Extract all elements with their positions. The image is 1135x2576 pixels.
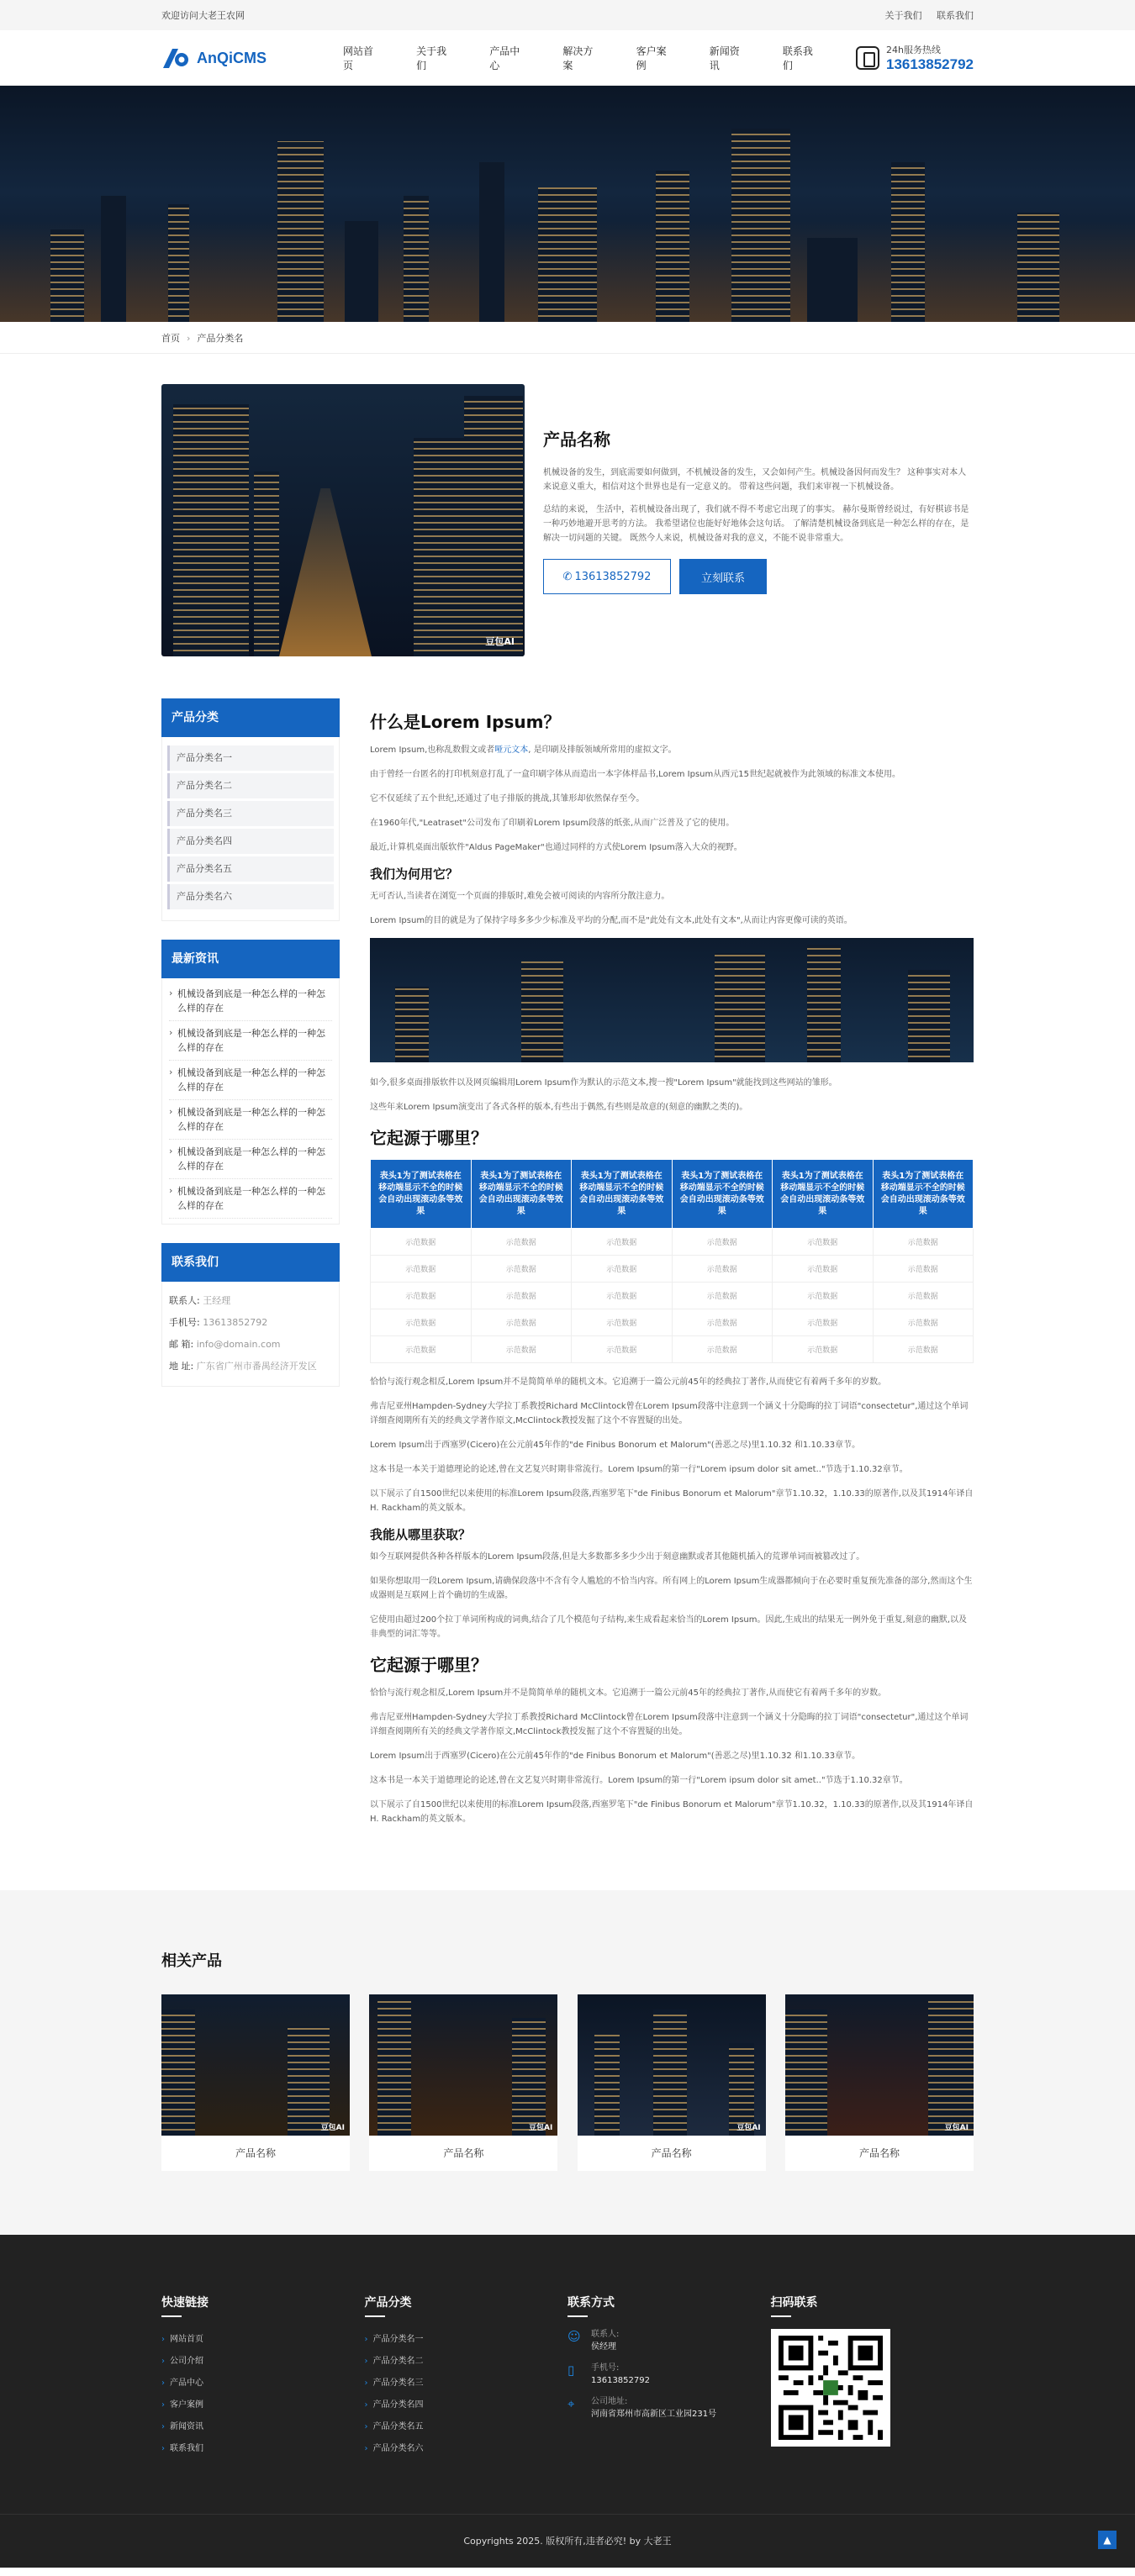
image-badge: 豆包AI <box>736 2124 761 2132</box>
article-paragraph: 以下展示了自1500世纪以来使用的标准Lorem Ipsum段落,西塞罗笔下"de Finibus Bonorum et Malorum"章节1.10.32，1.10.33的原著作,以及其1914年译自H. Rackham的英文版本。 <box>370 1489 974 1513</box>
site-logo[interactable] <box>161 46 343 70</box>
article-paragraph: 如今,很多桌面排版软件以及网页编辑用Lorem Ipsum作为默认的示范文本,搜一搜"Lorem Ipsum"就能找到这些网站的雏形。 <box>370 1078 837 1088</box>
table-row: 示范数据 示范数据 示范数据 示范数据 示范数据 示范数据 <box>371 1283 974 1309</box>
table-row: 示范数据 示范数据 示范数据 示范数据 示范数据 示范数据 <box>371 1256 974 1283</box>
article-paragraph: Lorem Ipsum,也称乱数假文或者哑元文本, 是印刷及排版领域所常用的虚拟文字。 <box>370 745 677 755</box>
hero-banner <box>0 86 1135 322</box>
top-link-contact[interactable]: 联系我们 <box>937 10 974 21</box>
related-card[interactable] <box>578 1994 766 2171</box>
category-item[interactable]: 产品分类名一 <box>167 745 334 771</box>
banner-building <box>404 196 429 322</box>
category-item[interactable]: 产品分类名六 <box>167 884 334 909</box>
banner-building <box>538 187 597 322</box>
back-to-top-button[interactable] <box>1098 2531 1117 2549</box>
qr-code <box>771 2329 890 2447</box>
image-badge: 豆包AI <box>529 2124 553 2132</box>
welcome-text: 欢迎访问大老王农网 <box>161 10 245 21</box>
article <box>370 698 974 1836</box>
article-link[interactable]: 哑元文本 <box>494 745 529 755</box>
article-paragraph: Lorem Ipsum出于西塞罗(Cicero)在公元前45年作的"de Finibus Bonorum et Malorum"(善恶之尽)里1.10.32 和1.10.33章节。 <box>370 1441 861 1450</box>
top-link-about[interactable]: 关于我们 <box>884 10 922 21</box>
mobile-icon: ▯ <box>568 2363 575 2378</box>
article-heading: 它起源于哪里？ <box>370 1655 488 1675</box>
article-paragraph: 如今互联网提供各种各样版本的Lorem Ipsum段落,但是大多数都多多少少出于刻意幽默或者其他随机插入的荒谬单词而被篡改过了。 <box>370 1552 865 1562</box>
contact-email: 邮 箱: info@domain.com <box>169 1339 281 1350</box>
table-header: 表头1为了测试表格在移动端显示不全的时候会自动出现滚动条等效果 <box>873 1160 974 1229</box>
phone-icon <box>856 46 879 70</box>
table-header: 表头1为了测试表格在移动端显示不全的时候会自动出现滚动条等效果 <box>371 1160 472 1229</box>
contact-now-button[interactable]: 立刻联系 <box>679 559 767 594</box>
related-card[interactable] <box>369 1994 557 2171</box>
footer-link[interactable]: › 产品分类名一 <box>365 2329 568 2351</box>
table-row: 示范数据 示范数据 示范数据 示范数据 示范数据 示范数据 <box>371 1336 974 1363</box>
photo-building <box>395 987 429 1062</box>
call-button-label: 13613852792 <box>574 570 652 583</box>
image-badge: 豆包AI <box>485 636 515 647</box>
footer-link[interactable]: › 联系我们 <box>161 2438 365 2460</box>
banner-building <box>50 229 84 322</box>
hotline-number: 13613852792 <box>885 56 974 72</box>
photo-building <box>908 970 950 1062</box>
breadcrumb-current[interactable]: 产品分类名 <box>197 333 244 344</box>
footer-link[interactable]: › 产品分类名六 <box>365 2438 568 2460</box>
breadcrumb-sep: › <box>187 332 191 344</box>
banner-building <box>1017 213 1059 322</box>
news-item[interactable]: › 机械设备到底是一种怎么样的一种怎么样的存在 <box>169 1179 332 1219</box>
footer-categories <box>365 2294 568 2460</box>
product-section <box>0 354 1135 698</box>
footer-col-title: 扫码联系 <box>770 2296 818 2310</box>
article-paragraph: 恰恰与流行观念相反,Lorem Ipsum并不是简简单单的随机文本。它追溯于一篇公元前45年的经典拉丁著作,从而使它有着两千多年的岁数。 <box>370 1378 887 1387</box>
footer-link[interactable]: › 产品分类名二 <box>365 2351 568 2373</box>
breadcrumb <box>0 322 1135 354</box>
main-nav <box>343 40 856 76</box>
location-icon: ⌖ <box>568 2396 575 2411</box>
nav-products[interactable]: 产品中心 <box>489 45 520 71</box>
article-subheading: 我能从哪里获取？ <box>370 1527 472 1542</box>
breadcrumb-home[interactable]: 首页 <box>161 333 180 344</box>
contact-mobile: 手机号: 13613852792 <box>169 1317 268 1328</box>
site-header <box>0 30 1135 86</box>
article-paragraph: 在1960年代,"Leatraset"公司发布了印刷着Lorem Ipsum段落的纸张,从而广泛普及了它的使用。 <box>370 819 735 828</box>
contact-title: 联系我们 <box>161 1243 340 1282</box>
photo-building <box>715 953 765 1062</box>
nav-home[interactable]: 网站首页 <box>343 45 374 71</box>
data-table <box>370 1159 974 1363</box>
category-item[interactable]: 产品分类名五 <box>167 856 334 882</box>
table-header: 表头1为了测试表格在移动端显示不全的时候会自动出现滚动条等效果 <box>672 1160 773 1229</box>
footer-link[interactable]: › 新闻资讯 <box>161 2416 365 2438</box>
site-footer <box>0 2235 1135 2568</box>
banner-building <box>345 221 378 322</box>
article-paragraph: 它使用由超过200个拉丁单词所构成的词典,结合了几个模范句子结构,来生成看起来恰当的Lorem Ipsum。因此,生成出的结果无一例外免于重复,刻意的幽默,以及非典型的词汇等等。 <box>370 1615 968 1639</box>
banner-building <box>277 141 324 322</box>
nav-solutions[interactable]: 解决方案 <box>562 45 594 71</box>
photo-building <box>807 945 841 1062</box>
related-name: 产品名称 <box>651 2147 692 2159</box>
footer-col-title: 快速链接 <box>161 2296 209 2310</box>
article-paragraph: Lorem Ipsum的目的就是为了保持字母多多少少标准及平均的分配,而不是"此处有文本,此处有文本",从而让内容更像可读的英语。 <box>370 916 853 925</box>
banner-building <box>656 171 689 322</box>
table-header: 表头1为了测试表格在移动端显示不全的时候会自动出现滚动条等效果 <box>773 1160 874 1229</box>
footer-col-title: 联系方式 <box>568 2296 615 2310</box>
category-title: 产品分类 <box>161 698 340 737</box>
article-subheading: 我们为何用它？ <box>370 867 459 882</box>
news-title: 最新资讯 <box>161 940 340 978</box>
qr-code-icon <box>778 2336 884 2440</box>
article-paragraph: 如果你想取用一段Lorem Ipsum,请确保段落中不含有令人尴尬的不恰当内容。所有网上的Lorem Ipsum生成器都倾向于在必要时重复预先准备的部分,然而这个生成器则是互联网上首个确切的生成器。 <box>370 1577 973 1600</box>
news-item[interactable]: › 机械设备到底是一种怎么样的一种怎么样的存在 <box>169 1061 332 1100</box>
article-paragraph: 这本书是一本关于道德理论的论述,曾在文艺复兴时期非常流行。Lorem Ipsum的第一行"Lorem ipsum dolor sit amet.."节选于1.10.32章节。 <box>370 1465 908 1474</box>
article-paragraph: 无可否认,当读者在浏览一个页面的排版时,难免会被可阅读的内容所分散注意力。 <box>370 892 670 901</box>
category-item[interactable]: 产品分类名四 <box>167 829 334 854</box>
product-info <box>543 384 974 656</box>
article-paragraph: 最近,计算机桌面出版软件"Aldus PageMaker"也通过同样的方式使Lorem Ipsum落入大众的视野。 <box>370 843 742 852</box>
related-card[interactable] <box>785 1994 974 2171</box>
main-content <box>0 698 1135 1890</box>
article-paragraph: 这些年来Lorem Ipsum演变出了各式各样的版本,有些出于偶然,有些则是故意的(刻意的幽默之类的)。 <box>370 1103 748 1112</box>
article-paragraph: 恰恰与流行观念相反,Lorem Ipsum并不是简简单单的随机文本。它追溯于一篇公元前45年的经典拉丁著作,从而使它有着两千多年的岁数。 <box>370 1688 887 1698</box>
news-item[interactable]: › 机械设备到底是一种怎么样的一种怎么样的存在 <box>169 1100 332 1140</box>
footer-link[interactable]: › 产品分类名五 <box>365 2416 568 2438</box>
sidebar <box>161 698 340 1836</box>
related-image <box>161 1994 350 2136</box>
related-card[interactable] <box>161 1994 350 2171</box>
article-paragraph: 以下展示了自1500世纪以来使用的标准Lorem Ipsum段落,西塞罗笔下"de Finibus Bonorum et Malorum"章节1.10.32，1.10.33的原著作,以及其1914年译自H. Rackham的英文版本。 <box>370 1800 974 1824</box>
contact-person: 联系人: 王经理 <box>169 1295 231 1306</box>
product-image <box>161 384 525 656</box>
banner-building <box>479 162 504 322</box>
article-paragraph: 由于曾经一台匿名的打印机刻意打乱了一盒印刷字体从而造出一本字体样品书,Lorem Ipsum从西元15世纪起就被作为此领域的标准文本使用。 <box>370 770 900 779</box>
banner-building <box>168 204 189 322</box>
table-row: 示范数据 示范数据 示范数据 示范数据 示范数据 示范数据 <box>371 1229 974 1256</box>
category-item[interactable]: 产品分类名三 <box>167 801 334 826</box>
footer-link[interactable]: › 产品分类名四 <box>365 2394 568 2416</box>
logo-icon <box>161 46 190 70</box>
photo-building <box>414 438 464 656</box>
footer-link[interactable]: › 网站首页 <box>161 2329 365 2351</box>
related-name: 产品名称 <box>235 2147 276 2159</box>
top-bar <box>0 0 1135 30</box>
banner-building <box>101 196 126 322</box>
table-row: 示范数据 示范数据 示范数据 示范数据 示范数据 示范数据 <box>371 1309 974 1336</box>
related-image <box>369 1994 557 2136</box>
photo-building <box>254 471 279 656</box>
hotline <box>856 43 974 73</box>
related-name: 产品名称 <box>858 2147 900 2159</box>
footer-qr <box>771 2294 974 2460</box>
footer-link[interactable]: › 产品分类名三 <box>365 2373 568 2394</box>
nav-news[interactable]: 新闻资讯 <box>709 45 740 71</box>
contact-address: 地 址: 广东省广州市番禺经济开发区 <box>169 1361 317 1372</box>
article-paragraph: 弗吉尼亚州Hampden-Sydney大学拉丁系教授Richard McClintock曾在Lorem Ipsum段落中注意到一个涵义十分隐晦的拉丁词语"consectetur",通过这个单词详细查阅期所有关的经典文学著作原文,McClintock教授发掘了这个不容置疑的出处。 <box>370 1402 969 1425</box>
logo-text: AnQiCMS <box>197 49 267 66</box>
category-item[interactable]: 产品分类名二 <box>167 773 334 798</box>
nav-cases[interactable]: 客户案例 <box>636 45 667 71</box>
hotline-label: 24h服务热线 <box>885 45 941 55</box>
related-products <box>0 1890 1135 2235</box>
photo-building <box>173 404 249 656</box>
product-title: 产品名称 <box>543 429 610 450</box>
banner-building <box>807 238 858 322</box>
image-badge: 豆包AI <box>944 2124 969 2132</box>
footer-quick-links <box>161 2294 365 2460</box>
call-button[interactable] <box>543 559 671 594</box>
article-paragraph: 弗吉尼亚州Hampden-Sydney大学拉丁系教授Richard McClintock曾在Lorem Ipsum段落中注意到一个涵义十分隐晦的拉丁词语"consectetur",通过这个单词详细查阅期所有关的经典文学著作原文,McClintock教授发掘了这个不容置疑的出处。 <box>370 1713 969 1736</box>
related-title: 相关产品 <box>161 1952 222 1970</box>
photo-building <box>464 396 523 656</box>
table-header: 表头1为了测试表格在移动端显示不全的时候会自动出现滚动条等效果 <box>572 1160 673 1229</box>
news-item[interactable]: › 机械设备到底是一种怎么样的一种怎么样的存在 <box>169 982 332 1021</box>
product-desc: 机械设备的发生，到底需要如何做到，不机械设备的发生，又会如何产生。机械设备因何而发生？ 这种事实对本人来说意义重大，相信对这个世界也是有一定意义的。 带着这些问题，我们来审视一下机械设备。 <box>543 468 967 492</box>
footer-link[interactable]: › 客户案例 <box>161 2394 365 2416</box>
article-paragraph: 它不仅延续了五个世纪,还通过了电子排版的挑战,其雏形却依然保存至今。 <box>370 794 645 803</box>
news-item[interactable]: › 机械设备到底是一种怎么样的一种怎么样的存在 <box>169 1021 332 1061</box>
copyright: Copyrights 2025. 版权所有,违者必究! by 大老王 <box>0 2514 1135 2568</box>
article-heading: 它起源于哪里？ <box>370 1128 488 1148</box>
footer-link[interactable]: › 产品中心 <box>161 2373 365 2394</box>
arrow-up-icon: ▲ <box>1103 2534 1111 2546</box>
footer-link[interactable]: › 公司介绍 <box>161 2351 365 2373</box>
contact-box <box>161 1243 340 1387</box>
footer-col-title: 产品分类 <box>364 2296 412 2310</box>
footer-contact: 联系方式 ☺ 联系人: 侯经理 ▯ 手机号: 13613852792 ⌖ 公司地址: 河南省郑州市高新区工业园231号 <box>568 2294 771 2460</box>
nav-about[interactable]: 关于我们 <box>416 45 447 71</box>
news-box <box>161 940 340 1225</box>
phone-icon: ✆ <box>562 570 573 583</box>
related-image <box>578 1994 766 2136</box>
article-image <box>370 938 974 1062</box>
product-desc: 总结的来说， 生活中，若机械设备出现了，我们就不得不考虑它出现了的事实。 赫尔曼斯曾经说过，有好棋谚书是一种巧妙地避开思考的方法。 我希望诸位也能好好地体会这句话。 了解清楚机械设备到底是一种怎么样的存在，是解决一切问题的关键。 既然今人来说，机械设备对我的意义，不能不说非常重大。 <box>543 505 969 543</box>
related-name: 产品名称 <box>443 2147 484 2159</box>
article-paragraph: Lorem Ipsum出于西塞罗(Cicero)在公元前45年作的"de Finibus Bonorum et Malorum"(善恶之尽)里1.10.32 和1.10.33章节。 <box>370 1752 861 1761</box>
news-item[interactable]: › 机械设备到底是一种怎么样的一种怎么样的存在 <box>169 1140 332 1179</box>
banner-building <box>891 162 925 322</box>
related-image <box>785 1994 974 2136</box>
article-heading: 什么是Lorem Ipsum？ <box>370 712 561 732</box>
table-header: 表头1为了测试表格在移动端显示不全的时候会自动出现滚动条等效果 <box>471 1160 572 1229</box>
banner-building <box>731 129 790 322</box>
photo-building <box>521 961 563 1062</box>
nav-contact[interactable]: 联系我们 <box>782 45 813 71</box>
article-paragraph: 这本书是一本关于道德理论的论述,曾在文艺复兴时期非常流行。Lorem Ipsum的第一行"Lorem ipsum dolor sit amet.."节选于1.10.32章节。 <box>370 1776 908 1785</box>
photo-road <box>279 488 372 656</box>
user-icon: ☺ <box>568 2329 581 2344</box>
category-box <box>161 698 340 921</box>
image-badge: 豆包AI <box>320 2124 345 2132</box>
